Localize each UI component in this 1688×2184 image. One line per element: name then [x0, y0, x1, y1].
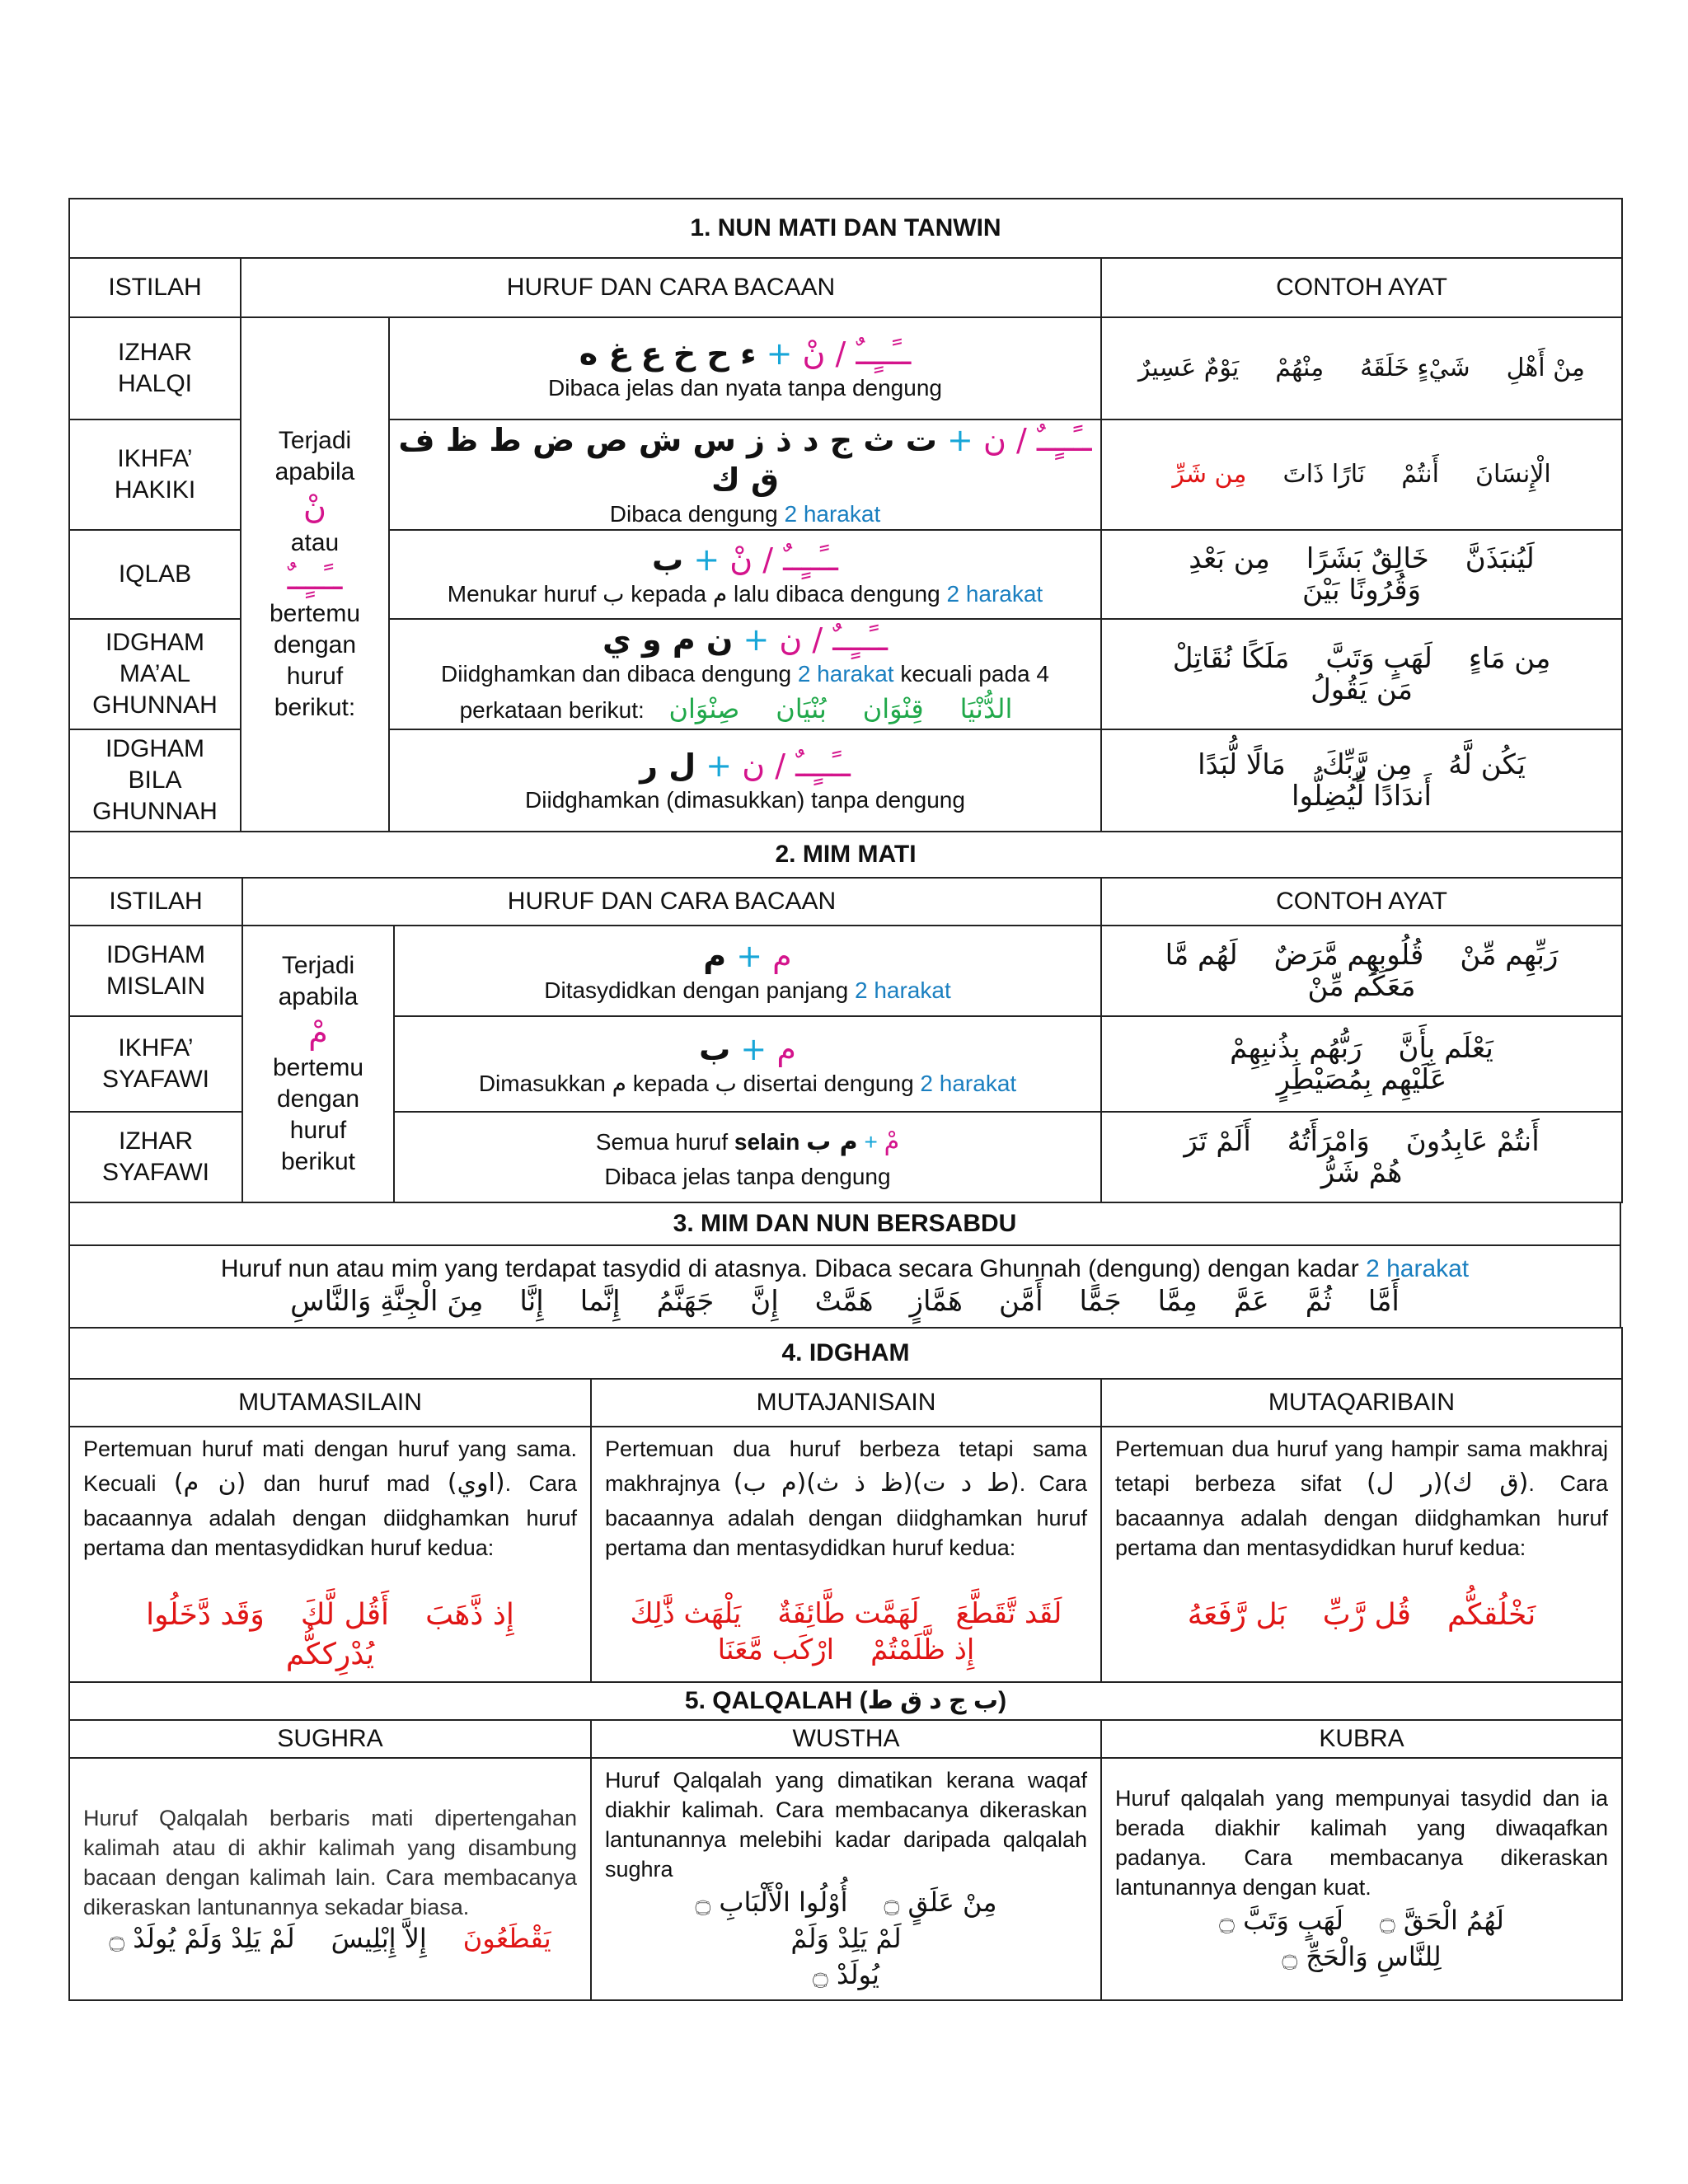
huruf-iqlab: ــًــٍــٌ / نْ + ب Menukar huruf ب kepada م lalu dibaca dengung 2 harakat: [389, 530, 1101, 619]
header-contoh: CONTOH AYAT: [1101, 878, 1622, 926]
huruf-idgham-maal-ghunnah: ــًــٍــٌ / ن + ن م و ي Diidghamkan dan dibaca dengung 2 harakat kecuali pada 4 perkataan berikut: الدُّنْيَاقِنْوَانبُنْيَانصِنْوَان: [389, 619, 1101, 729]
header-huruf: HURUF DAN CARA BACAAN: [242, 878, 1101, 926]
contoh-idgham-maal-ghunnah: مِن مَاءٍلَهَبٍ وَتَبَّمَلَكًا نُقَاتِلْمَن يَقُولُ: [1101, 619, 1622, 729]
header-istilah: ISTILAH: [69, 258, 241, 317]
istilah-iqlab: IQLAB: [69, 530, 241, 619]
header-huruf: HURUF DAN CARA BACAAN: [241, 258, 1101, 317]
istilah-ikhfa-syafawi: IKHFA’ SYAFAWI: [69, 1016, 242, 1112]
contoh-izhar-halqi: مِنْ أَهْلِشَيْءٍ خَلَقَهُمِنْهُمْيَوْمٌ عَسِيرٌ: [1101, 317, 1622, 419]
section-nun-mati: [68, 198, 1623, 832]
huruf-idgham-bila-ghunnah: ــًــٍــٌ / ن + ل ر Diidghamkan (dimasukkan) tanpa dengung: [389, 729, 1101, 832]
section-title: 3. MIM DAN NUN BERSABDU: [69, 1202, 1620, 1245]
header-mutajanisain: MUTAJANISAIN: [591, 1379, 1101, 1427]
section-title: 2. MIM MATI: [69, 832, 1622, 878]
bersabdu-content: Huruf nun atau mim yang terdapat tasydid di atasnya. Dibaca secara Ghunnah (dengung) dengan kadar 2 harakat أَمَّاثُمَّعَمَّمِمَّاجَمًّاأَمَّنهَمَّازٍهَمَّتْإِنَّجَهَنَّمُإِنَّماإِنَّامِنَ الْجِنَّةِ وَالنَّاسِ: [69, 1245, 1620, 1328]
condition-note: Terjadi apabila نْ atau ــًــٍــٌ bertemu dengan huruf berikut:: [241, 317, 389, 832]
istilah-izhar-halqi: IZHAR HALQI: [69, 317, 241, 419]
contoh-izhar-syafawi: أَنتُمْ عَابِدُونَوَامْرَأَتُهُأَلَمْ تَرَهُمْ شَرُّ: [1101, 1112, 1622, 1202]
tajwid-sheet: [68, 198, 1621, 2001]
desc-sughra: Huruf Qalqalah berbaris mati dipertengahan kalimah atau di akhir kalimah yang disambung bacaan dengan kalimah lain. Cara membacanya dikeraskan lantunannya sekadar biasa. يَقْطَعُونَإِلاَّ إِبْلِيسَلَمْ يَلِدْ وَلَمْ يُولَدْ ۝: [69, 1758, 591, 2000]
huruf-ikhfa-syafawi: م + ب Dimasukkan م kepada ب disertai dengung 2 harakat: [394, 1016, 1101, 1112]
header-wustha: WUSTHA: [591, 1720, 1101, 1758]
istilah-izhar-syafawi: IZHAR SYAFAWI: [69, 1112, 242, 1202]
desc-mutajanisain: Pertemuan dua huruf berbeza tetapi sama makhrajnya (ط د ت)(ظ ذ ث)(م ب). Cara bacaannya adalah dengan diidghamkan huruf pertama dan mentasydidkan huruf kedua: لَقَد تَّقَطَّعَلَهَمَّت طَّائِفَةٌيَلْهَث ذَّٰلِكَ إِذ ظَّلَمْتُمْارْكَب مَّعَنَا: [591, 1427, 1101, 1682]
desc-kubra: Huruf qalqalah yang mempunyai tasydid dan ia berada diakhir kalimah yang diwaqafkan padanya. Cara membacanya dikeraskan lantunannya dengan kuat. لَهُمُ الْحَقَّ ۝لَهَبٍ وَتَبَّ ۝لِلنَّاسِ وَالْحَجِّ ۝: [1101, 1758, 1622, 2000]
huruf-izhar-syafawi: Semua huruf selain م ب + مْ Dibaca jelas tanpa dengung: [394, 1112, 1101, 1202]
desc-mutaqaribain: Pertemuan dua huruf yang hampir sama makhraj tetapi berbeza sifat (ق ك)(ر ل). Cara bacaannya adalah dengan diidghamkan huruf pertama dan mentasydidkan huruf kedua: نَخْلُقكُّمقُل رَّبِّبَل رَّفَعَهُ: [1101, 1427, 1622, 1682]
section-qalqalah: [68, 1681, 1623, 2001]
header-sughra: SUGHRA: [69, 1720, 591, 1758]
section-idgham: [68, 1327, 1623, 1683]
desc-wustha: Huruf Qalqalah yang dimatikan kerana waqaf diakhir kalimah. Cara membacanya dikeraskan lantunannya melebihi kadar daripada qalqalah sughra مِنْ عَلَقٍ ۝أُوْلُوا الْأَلْبَابِ ۝لَمْ يَلِدْ وَلَمْ يُولَدْ ۝: [591, 1758, 1101, 2000]
istilah-ikhfa-hakiki: IKHFA’ HAKIKI: [69, 419, 241, 530]
header-kubra: KUBRA: [1101, 1720, 1622, 1758]
header-istilah: ISTILAH: [69, 878, 242, 926]
istilah-idgham-bila-ghunnah: IDGHAM BILA GHUNNAH: [69, 729, 241, 832]
header-mutamasilain: MUTAMASILAIN: [69, 1379, 591, 1427]
section-mim-mati: [68, 831, 1623, 1203]
contoh-iqlab: لَيُنبَذَنَّخَالِقٌ بَشَرًامِن بَعْدِوَقُرُونًا بَيْنَ: [1101, 530, 1622, 619]
huruf-idgham-mislain: م + م Ditasydidkan dengan panjang 2 harakat: [394, 926, 1101, 1016]
huruf-ikhfa-hakiki: ــًــٍــٌ / ن + ت ث ج د ذ ز س ش ص ض ط ظ ف ق ك Dibaca dengung 2 harakat: [389, 419, 1101, 530]
huruf-izhar-halqi: ــًــٍــٌ / نْ + ء ح خ ع غ ه Dibaca jelas dan nyata tanpa dengung: [389, 317, 1101, 419]
contoh-idgham-bila-ghunnah: يَكُن لَّهُمِن رَّبِّكَمَالًا لُّبَدًاأَندَادًا لِّيُضِلُّوا: [1101, 729, 1622, 832]
section-mim-nun-bersabdu: [68, 1202, 1621, 1329]
header-contoh: CONTOH AYAT: [1101, 258, 1622, 317]
header-mutaqaribain: MUTAQARIBAIN: [1101, 1379, 1622, 1427]
section-title: 5. QALQALAH (ب ج د ق ط): [69, 1682, 1622, 1720]
istilah-idgham-maal-ghunnah: IDGHAM MA’AL GHUNNAH: [69, 619, 241, 729]
istilah-idgham-mislain: IDGHAM MISLAIN: [69, 926, 242, 1016]
desc-mutamasilain: Pertemuan huruf mati dengan huruf yang sama. Kecuali (ن م) dan huruf mad (اوي). Cara bacaannya adalah dengan diidghamkan huruf pertama dan mentasydidkan huruf kedua: إِذ ذَّهَبَأَقُل لَّكَوَقَد دَّخَلُوايُدْرِككُّم: [69, 1427, 591, 1682]
section-title: 4. IDGHAM: [69, 1328, 1622, 1379]
condition-note: Terjadi apabila مْ bertemu dengan huruf berikut: [242, 926, 394, 1202]
section-title: 1. NUN MATI DAN TANWIN: [69, 199, 1622, 258]
contoh-ikhfa-syafawi: يَعْلَم بِأَنَّرَبُّهُم بِذُنبِهِمْعَلَيْهِم بِمُصَيْطِرٍ: [1101, 1016, 1622, 1112]
contoh-ikhfa-hakiki: الْإِنسَانَأَنتُمْنَارًا ذَاتَمِن شَرِّ: [1101, 419, 1622, 530]
contoh-idgham-mislain: رَبِّهِم مِّنْقُلُوبِهِم مَّرَضٌلَهُم مَّامَعَكُم مِّنْ: [1101, 926, 1622, 1016]
